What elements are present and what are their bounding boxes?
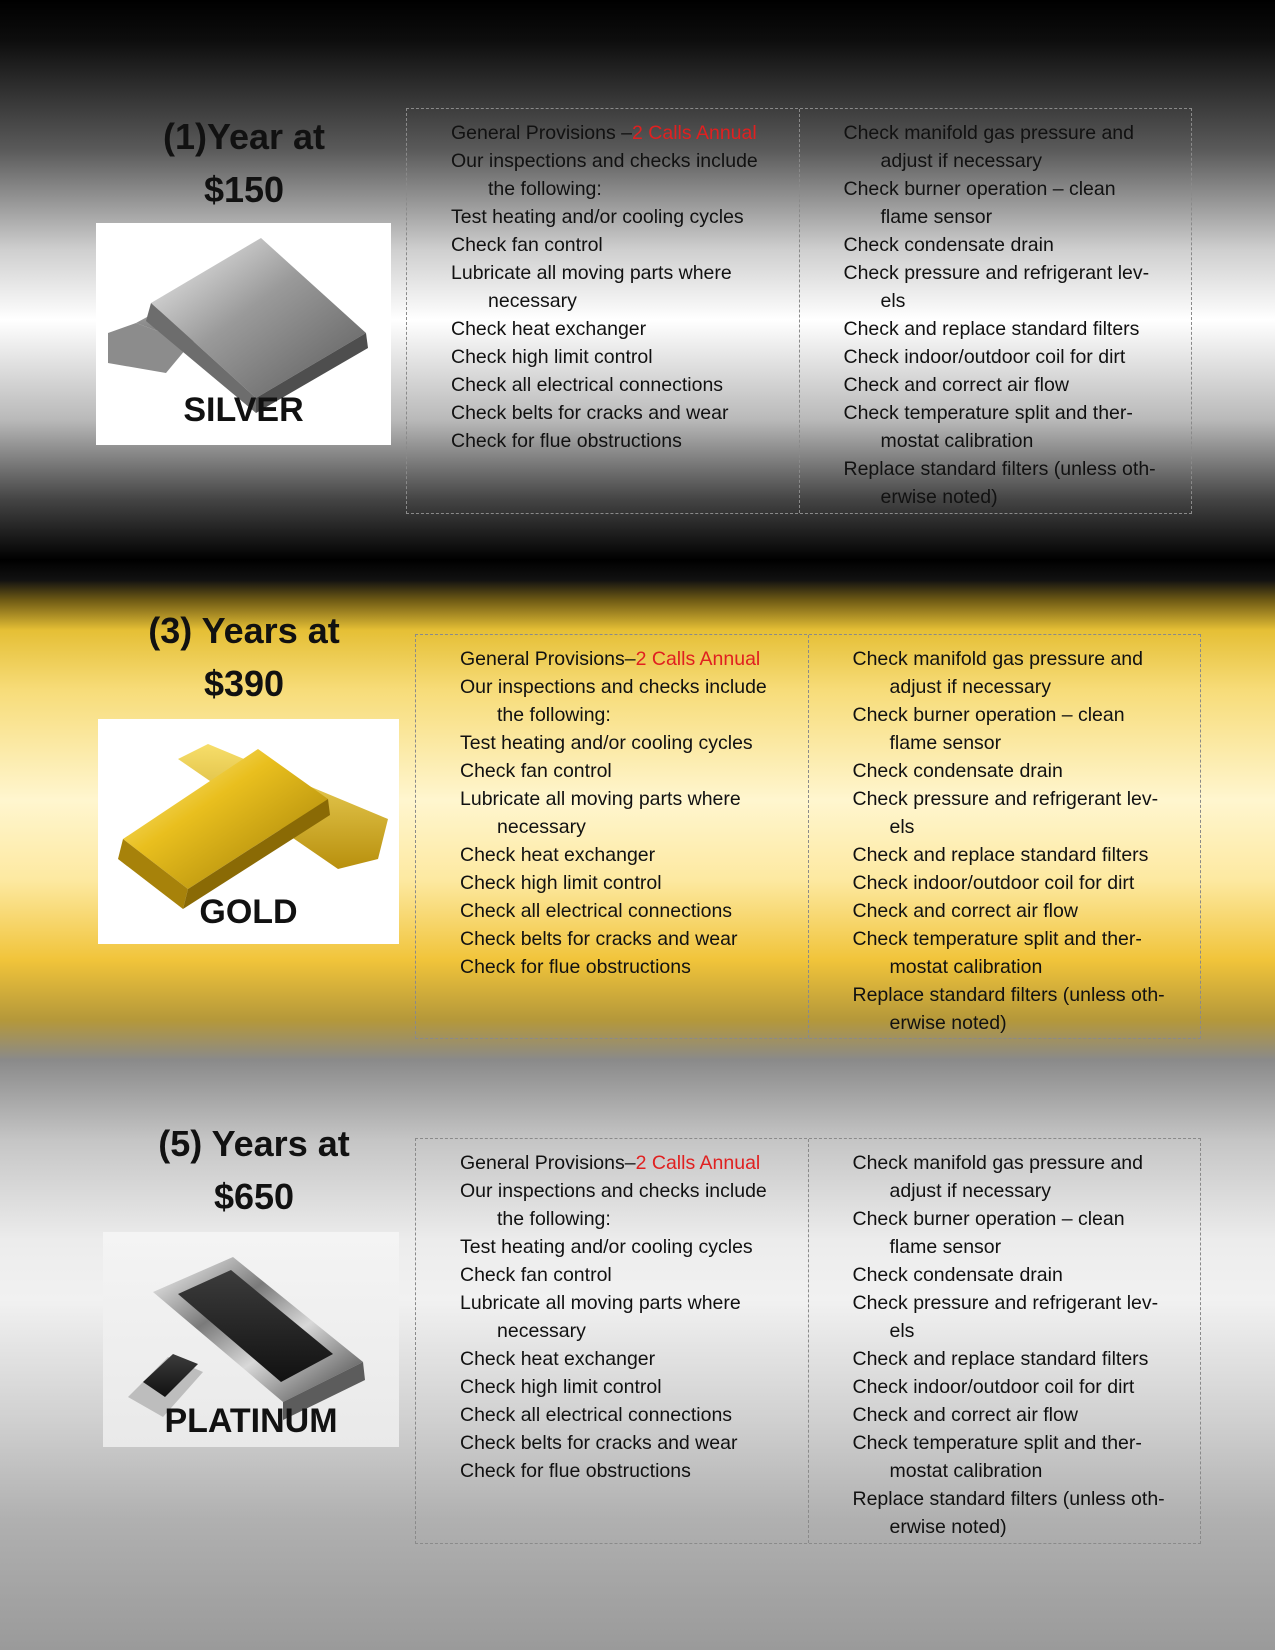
metal-label: PLATINUM — [164, 1402, 338, 1440]
checklist-item — [416, 757, 808, 785]
checklist-item — [407, 147, 799, 203]
checklist-item-continuation: necessary — [488, 290, 577, 312]
checklist-item — [416, 1289, 808, 1345]
checklist-item — [809, 869, 1201, 897]
checklist-item-text: Check condensate drain — [843, 234, 1054, 256]
checklist-item — [809, 757, 1201, 785]
checklist-item-continuation: els — [889, 1320, 915, 1342]
checklist-item — [416, 1345, 808, 1373]
checklist-item — [407, 259, 799, 315]
checklist-item-continuation: flame sensor — [889, 1236, 1002, 1258]
checklist-item-text: Check indoor/outdoor coil for dirt — [843, 346, 1126, 368]
checklist-item-text: Check condensate drain — [852, 1264, 1063, 1286]
silver-bar-image — [96, 223, 391, 445]
checklist-item — [416, 1261, 808, 1289]
checklist-item-continuation: necessary — [497, 1320, 586, 1342]
tier-title — [106, 1117, 402, 1223]
checklist-item — [800, 175, 1192, 231]
checklist-item-text: Our inspections and checks include — [460, 1180, 767, 1202]
checklist-item-continuation: adjust if necessary — [889, 676, 1051, 698]
checklist-item — [416, 925, 808, 953]
checklist-item-text: Check and replace standard filters — [852, 1348, 1149, 1370]
tier-price: $390 — [203, 663, 285, 704]
checklist-item-text: Check all electrical connections — [460, 900, 733, 922]
checklist-item — [407, 427, 799, 455]
checklist-item — [800, 399, 1192, 455]
checklist-item-text: Our inspections and checks include — [460, 676, 767, 698]
checklist-item-continuation: erwise noted) — [889, 1516, 1007, 1538]
checklist-item — [416, 897, 808, 925]
provisions-right-column — [799, 109, 1192, 513]
provisions-header: General Provisions–2 Calls Annual — [460, 1152, 761, 1174]
checklist-item-text: Test heating and/or cooling cycles — [460, 732, 753, 754]
checklist-item — [416, 1401, 808, 1429]
checklist-item — [809, 785, 1201, 841]
checklist-item — [407, 371, 799, 399]
tier-term: (3) Years at — [148, 610, 340, 651]
checklist-item-continuation: mostat calibration — [889, 956, 1043, 978]
tier-price: $650 — [213, 1176, 295, 1217]
checklist-item-text: Check and correct air flow — [852, 900, 1078, 922]
metal-label: SILVER — [183, 391, 304, 429]
checklist-item-text: Check belts for cracks and wear — [460, 1432, 738, 1454]
checklist-item-text: Check and replace standard filters — [852, 844, 1149, 866]
checklist-item — [800, 315, 1192, 343]
checklist-item-text: Check belts for cracks and wear — [460, 928, 738, 950]
checklist-item — [800, 119, 1192, 175]
checklist-item-text: Lubricate all moving parts where — [451, 262, 732, 284]
checklist-item — [800, 455, 1192, 511]
checklist-item — [416, 869, 808, 897]
provisions-box — [406, 108, 1192, 514]
gold-bar-image — [98, 719, 399, 944]
checklist-item-continuation: the following: — [497, 704, 611, 726]
checklist-item — [809, 1261, 1201, 1289]
checklist-item-text: Check and replace standard filters — [843, 318, 1140, 340]
checklist-item — [416, 1233, 808, 1261]
checklist-item — [416, 785, 808, 841]
checklist-item — [809, 1429, 1201, 1485]
checklist-item-text: Check and correct air flow — [843, 374, 1069, 396]
checklist-item — [809, 925, 1201, 981]
checklist-item — [416, 1177, 808, 1233]
provisions-left-column — [416, 635, 808, 1038]
provisions-left-column — [416, 1139, 808, 1543]
checklist-item-text: Check pressure and refrigerant lev- — [852, 1292, 1159, 1314]
checklist-item-continuation: erwise noted) — [880, 486, 998, 508]
provisions-right-column — [808, 635, 1201, 1038]
checklist-item — [416, 1429, 808, 1457]
checklist-item-text: Check high limit control — [460, 1376, 662, 1398]
calls-highlight: 2 Calls Annual — [635, 648, 761, 670]
checklist-item-continuation: mostat calibration — [889, 1460, 1043, 1482]
checklist-item — [416, 953, 808, 981]
checklist-item-text: Check burner operation – clean — [852, 1208, 1125, 1230]
checklist-item-text: Check high limit control — [451, 346, 653, 368]
checklist-item-text: Lubricate all moving parts where — [460, 1292, 741, 1314]
metal-label: GOLD — [199, 893, 298, 931]
checklist-item — [809, 1485, 1201, 1541]
checklist-item-text: Our inspections and checks include — [451, 150, 758, 172]
checklist-item-text: Check for flue obstructions — [460, 956, 691, 978]
checklist-item — [800, 259, 1192, 315]
calls-highlight: 2 Calls Annual — [632, 122, 757, 144]
checklist-item-text: Check burner operation – clean — [852, 704, 1125, 726]
tier-price: $150 — [203, 169, 285, 210]
checklist-item-text: Check pressure and refrigerant lev- — [843, 262, 1150, 284]
checklist-item-text: Check all electrical connections — [451, 374, 724, 396]
checklist-item-text: Check fan control — [460, 760, 612, 782]
checklist-item — [407, 315, 799, 343]
checklist-item-text: Check for flue obstructions — [451, 430, 682, 452]
checklist-item-text: Check temperature split and ther- — [852, 1432, 1142, 1454]
checklist-item-text: Check for flue obstructions — [460, 1460, 691, 1482]
checklist-item-continuation: adjust if necessary — [880, 150, 1042, 172]
checklist-item — [407, 399, 799, 427]
checklist-item-text: Check manifold gas pressure and — [843, 122, 1134, 144]
checklist-item-text: Check condensate drain — [852, 760, 1063, 782]
checklist-item-text: Check heat exchanger — [460, 1348, 656, 1370]
checklist-item-text: Lubricate all moving parts where — [460, 788, 741, 810]
checklist-item-text: Replace standard filters (unless oth- — [852, 1488, 1165, 1510]
checklist-item-text: Test heating and/or cooling cycles — [460, 1236, 753, 1258]
checklist-item — [809, 1205, 1201, 1261]
checklist-item-text: Check fan control — [451, 234, 603, 256]
checklist-item-text: Replace standard filters (unless oth- — [843, 458, 1156, 480]
checklist-item-text: Check temperature split and ther- — [852, 928, 1142, 950]
checklist-item — [809, 981, 1201, 1037]
checklist-item — [809, 897, 1201, 925]
checklist-item-text: Check manifold gas pressure and — [852, 1152, 1143, 1174]
provisions-box — [415, 1138, 1201, 1544]
checklist-item-text: Check and correct air flow — [852, 1404, 1078, 1426]
platinum-bar-image — [103, 1232, 399, 1447]
checklist-item-continuation: flame sensor — [889, 732, 1002, 754]
checklist-item-continuation: the following: — [488, 178, 602, 200]
checklist-item — [416, 729, 808, 757]
checklist-item — [416, 673, 808, 729]
calls-highlight: 2 Calls Annual — [635, 1152, 761, 1174]
checklist-item-text: Check indoor/outdoor coil for dirt — [852, 872, 1135, 894]
provisions-right-column — [808, 1139, 1201, 1543]
checklist-item-text: Check high limit control — [460, 872, 662, 894]
checklist-item — [809, 1149, 1201, 1205]
checklist-item — [800, 371, 1192, 399]
checklist-item — [407, 203, 799, 231]
tier-term: (1)Year at — [162, 116, 326, 157]
checklist-item — [416, 1373, 808, 1401]
tier-title — [96, 110, 392, 216]
checklist-item-text: Check heat exchanger — [451, 318, 647, 340]
checklist-item — [800, 231, 1192, 259]
checklist-item-continuation: necessary — [497, 816, 586, 838]
checklist-item-continuation: adjust if necessary — [889, 1180, 1051, 1202]
checklist-item — [809, 1401, 1201, 1429]
checklist-item — [809, 841, 1201, 869]
checklist-item-text: Test heating and/or cooling cycles — [451, 206, 744, 228]
checklist-item-text: Check belts for cracks and wear — [451, 402, 729, 424]
checklist-item-text: Check fan control — [460, 1264, 612, 1286]
checklist-item-continuation: flame sensor — [880, 206, 993, 228]
checklist-item-text: Check indoor/outdoor coil for dirt — [852, 1376, 1135, 1398]
provisions-header: General Provisions–2 Calls Annual — [460, 648, 761, 670]
provisions-box — [415, 634, 1201, 1039]
checklist-item-continuation: els — [880, 290, 906, 312]
checklist-item — [416, 1457, 808, 1485]
checklist-item — [809, 1373, 1201, 1401]
checklist-item-text: Check all electrical connections — [460, 1404, 733, 1426]
provisions-left-column — [407, 109, 799, 513]
checklist-item — [800, 343, 1192, 371]
checklist-item-text: Check burner operation – clean — [843, 178, 1116, 200]
checklist-item — [809, 701, 1201, 757]
checklist-item — [809, 1345, 1201, 1373]
checklist-item-continuation: the following: — [497, 1208, 611, 1230]
tier-title — [96, 604, 392, 710]
checklist-item — [416, 841, 808, 869]
checklist-item-continuation: mostat calibration — [880, 430, 1034, 452]
checklist-item-continuation: erwise noted) — [889, 1012, 1007, 1034]
checklist-item-text: Check pressure and refrigerant lev- — [852, 788, 1159, 810]
checklist-item — [407, 231, 799, 259]
checklist-item-continuation: els — [889, 816, 915, 838]
checklist-item-text: Check heat exchanger — [460, 844, 656, 866]
checklist-item-text: Check temperature split and ther- — [843, 402, 1133, 424]
checklist-item — [809, 1289, 1201, 1345]
provisions-header: General Provisions –2 Calls Annual — [451, 122, 757, 144]
checklist-item-text: Check manifold gas pressure and — [852, 648, 1143, 670]
checklist-item — [809, 645, 1201, 701]
checklist-item-text: Replace standard filters (unless oth- — [852, 984, 1165, 1006]
checklist-item — [407, 343, 799, 371]
tier-term: (5) Years at — [158, 1123, 350, 1164]
